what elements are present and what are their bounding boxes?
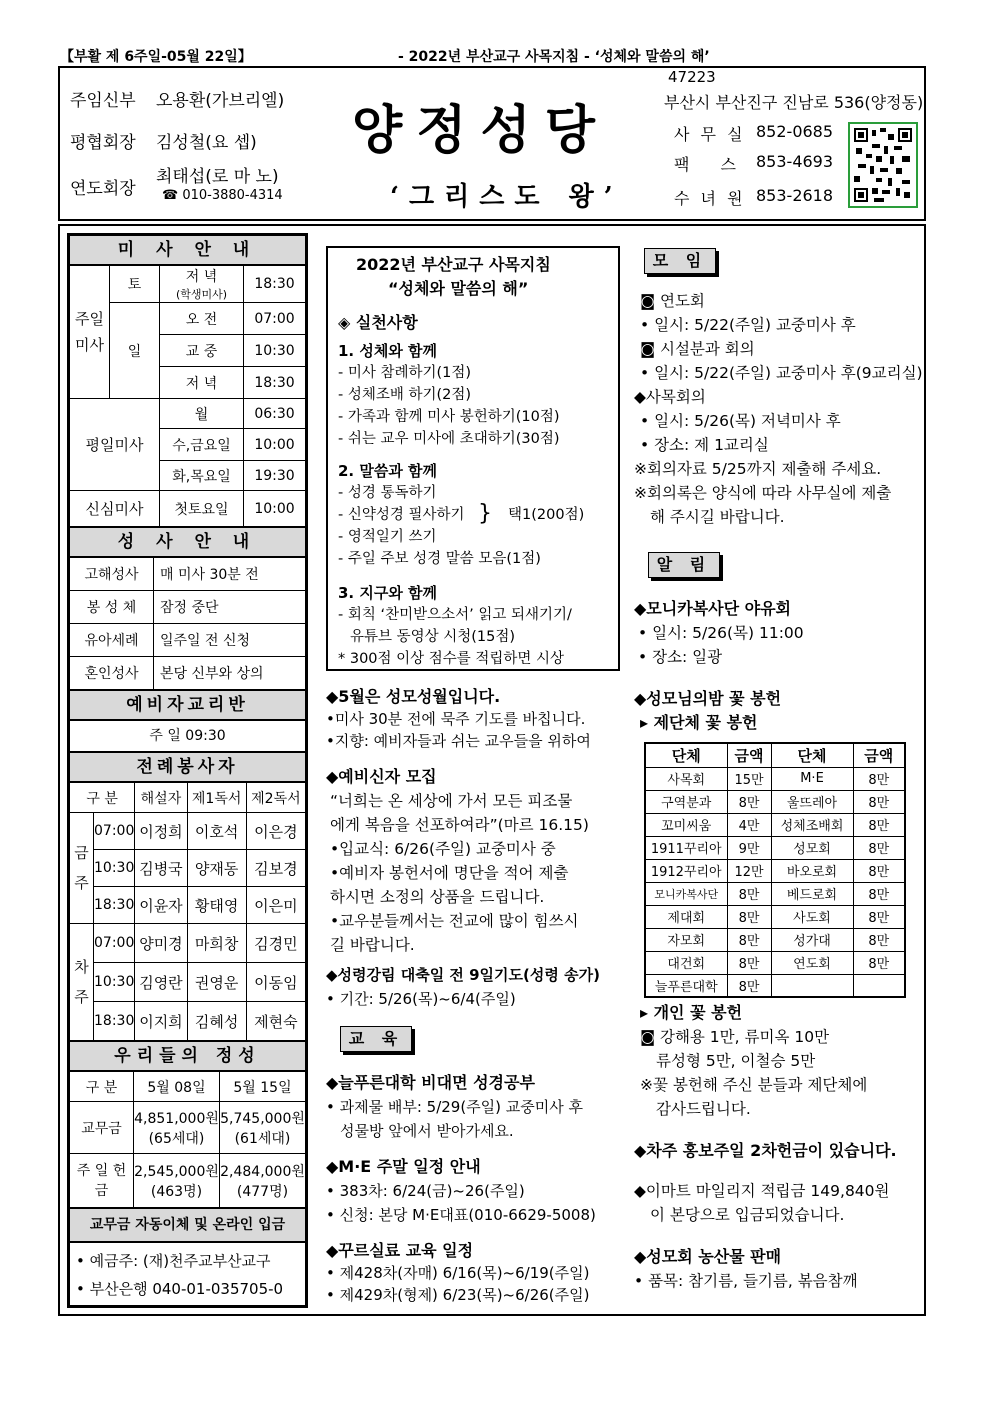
flower-table (644, 742, 906, 998)
account-holder: • 예금주: (재)천주교부산교구 (76, 1252, 271, 1270)
weekday-0-day: 월 (160, 399, 244, 429)
sacrament-2-info: 일주일 전 신청 (154, 624, 306, 657)
meeting-line: ※회의록은 양식에 따라 사무실에 제출 (634, 484, 892, 502)
bible-study-line: • 과제물 배부: 5/29(주일) 교중미사 후 (326, 1098, 584, 1116)
offering-col-1: 5월 08일 (134, 1072, 220, 1102)
table-row: 모니카복사단 8만 베드로회 8만 (645, 882, 905, 905)
section2-item: - 주일 주보 성경 말씀 모음(1점) (338, 551, 541, 567)
weekday-2-time: 19:30 (244, 461, 306, 491)
office-label: 사 무 실 (674, 125, 746, 144)
liturgy-3-time: 07:00 (94, 924, 135, 963)
section1-heading: 1. 성체와 함께 (338, 342, 438, 360)
personal-flower-line: 류성형 5만, 이철승 5만 (656, 1052, 816, 1070)
fax-number: 853-4693 (756, 152, 834, 171)
convent-label: 수 녀 원 (674, 189, 746, 208)
next-week-label: 차주 (70, 924, 94, 1041)
sun-evening-name: 저 녁 (160, 367, 244, 399)
cursillo-line: • 제429차(형제) 6/23(목)~6/26(주일) (326, 1286, 590, 1304)
emart-line: ◆이마트 마일리지 적립금 149,840원 (634, 1182, 890, 1200)
table-row: 1911꾸리아 9만 성모회 8만 (645, 836, 905, 859)
liturgy-2-c: 이은미 (246, 887, 305, 924)
council-name: 김성철(요 셉) (156, 133, 257, 153)
offering-col-0: 구 분 (70, 1072, 134, 1102)
first-sat-label: 신심미사 (70, 491, 160, 527)
liturgy-5-b: 김혜성 (187, 1002, 246, 1041)
meeting-line: ※회의자료 5/25까지 제출해 주세요. (634, 460, 882, 478)
meeting-line: • 일시: 5/22(주일) 교중미사 후(9교리실) (640, 364, 923, 382)
monica-line: • 장소: 일광 (638, 648, 723, 666)
catechumen-recruit-heading: ◆예비신자 모집 (326, 767, 437, 786)
offering-heading: 우리들의 정성 (69, 1041, 306, 1071)
liturgy-1-b: 양재동 (187, 850, 246, 887)
offering-1-b: 2,484,000원 (477명) (220, 1154, 306, 1208)
sun-evening-time: 18:30 (244, 367, 306, 399)
sun-morning-name: 오 전 (160, 303, 244, 335)
farm-heading: ◆성모회 농산물 판매 (634, 1247, 782, 1266)
personal-flower-line: ◙ 강해용 1만, 류미옥 10만 (640, 1028, 830, 1046)
pastoral-guide-box (326, 246, 620, 671)
liturgy-4-b: 권영운 (187, 963, 246, 1002)
liturgy-1-c: 김보경 (246, 850, 305, 887)
cursillo-line: • 제428차(자매) 6/16(목)~6/19(주일) (326, 1264, 590, 1282)
notice-tag: 알 림 (648, 552, 720, 578)
recruit-line: •예비자 봉헌서에 명단을 적어 제출 (330, 864, 569, 882)
sun-morning-time: 07:00 (244, 303, 306, 335)
may-line: •미사 30분 전에 묵주 기도를 바칩니다. (326, 710, 586, 728)
sacrament-1-name: 봉 성 체 (70, 591, 154, 624)
recruit-line: •교우분들께서는 전교에 많이 힘쓰시 (330, 912, 579, 930)
guide-subtitle: “성체와 말씀의 해” (388, 279, 529, 298)
meeting-line: • 장소: 제 1교리실 (640, 436, 769, 454)
mass-heading: 미 사 안 내 (69, 235, 306, 265)
sunday-label: 주일미사 (70, 266, 110, 399)
section2-choice: 택1(200점) (508, 507, 585, 523)
diocese-theme: - 2022년 부산교구 사목지침 - ‘성체와 말씀의 해’ (398, 49, 710, 65)
bible-study-line: 성물방 앞에서 받아가세요. (340, 1122, 514, 1140)
personal-flower-line: ※꽃 봉헌해 주신 분들과 제단체에 (640, 1076, 868, 1094)
sacrament-3-info: 본당 신부와 상의 (154, 657, 306, 690)
liturgy-2-time: 18:30 (94, 887, 135, 924)
pentecost-heading: ◆성령강림 대축일 전 9일기도(성령 송가) (326, 966, 600, 984)
may-line: •지향: 예비자들과 쉬는 교우들을 위하여 (326, 732, 591, 750)
liturgy-2-a: 이윤자 (135, 887, 187, 924)
section3-item: 유튜브 동영상 시청(15점) (350, 629, 516, 645)
weekday-label: 평일미사 (70, 399, 160, 491)
weekday-1-time: 10:00 (244, 429, 306, 461)
section1-item: - 쉬는 교우 미사에 초대하기(30점) (338, 431, 560, 447)
liturgy-0-time: 07:00 (94, 813, 135, 850)
liturgy-5-c: 제현숙 (246, 1002, 305, 1041)
first-sat-day: 첫토요일 (160, 491, 244, 527)
table-row: 제대회 8만 사도회 8만 (645, 905, 905, 928)
recruit-line: 길 바랍니다. (330, 936, 415, 954)
liturgy-1-a: 김병국 (135, 850, 187, 887)
sat-mass-time: 18:30 (244, 266, 306, 303)
address: 부산시 부산진구 진남로 536(양정동) (664, 93, 924, 112)
postcode: 47223 (668, 68, 716, 86)
meeting-line: ◙ 시설분과 회의 (640, 340, 755, 358)
cursillo-heading: ◆꾸르실료 교육 일정 (326, 1241, 474, 1260)
pastor-name: 오용환(가브리엘) (156, 91, 285, 111)
farm-line: • 품목: 참기름, 들기름, 볶음참깨 (634, 1272, 858, 1290)
pentecost-line: • 기간: 5/26(목)~6/4(주일) (326, 990, 516, 1008)
section2-heading: 2. 말씀과 함께 (338, 462, 438, 480)
liturgy-4-c: 이동임 (246, 963, 305, 1002)
section1-item: - 가족과 함께 미사 봉헌하기(10점) (338, 409, 560, 425)
section1-item: - 미사 참례하기(1점) (338, 365, 472, 381)
transfer-heading: 교무금 자동이체 및 온라인 입금 (69, 1208, 306, 1242)
weekday-1-day: 수,금요일 (160, 429, 244, 461)
meeting-tag: 모 임 (644, 248, 716, 274)
sunday-day-label: 일 (110, 303, 160, 399)
section2-item: - 신약성경 필사하기 (338, 507, 465, 523)
fax-label: 팩 스 (674, 155, 736, 174)
table-row: 자모회 8만 성가대 8만 (645, 928, 905, 951)
flower-col-3: 금액 (853, 743, 905, 767)
sacrament-heading: 성 사 안 내 (69, 527, 306, 557)
issue-date: 【부활 제 6주일-05월 22일】 (60, 49, 252, 65)
liturgy-col-3: 제2독서 (246, 783, 305, 813)
sun-main-name: 교 중 (160, 335, 244, 367)
recruit-line: 하시면 소정의 상품을 드립니다. (330, 888, 545, 906)
liturgy-5-time: 18:30 (94, 1002, 135, 1041)
emart-line: 이 본당으로 입금되었습니다. (650, 1206, 845, 1224)
meeting-line: • 일시: 5/26(목) 저녁미사 후 (640, 412, 841, 430)
office-number: 852-0685 (756, 122, 834, 141)
offering-table (69, 1071, 306, 1208)
saturday-label: 토 (110, 266, 160, 303)
liturgy-1-time: 10:30 (94, 850, 135, 887)
qr-code-icon[interactable] (848, 122, 918, 208)
brace-icon: } (478, 501, 492, 526)
section3-item: - 회칙 ‘찬미받으소서’ 읽고 되새기기/ (338, 607, 572, 623)
offering-0-a: 4,851,000원 (65세대) (134, 1102, 220, 1154)
liturgy-col-2: 제1독서 (187, 783, 246, 813)
personal-flower-heading: ▸ 개인 꽃 봉헌 (640, 1003, 743, 1022)
pastor-role: 주임신부 (70, 91, 136, 111)
liturgy-0-a: 이정희 (135, 813, 187, 850)
sat-mass-name: 저 녁 (학생미사) (160, 266, 244, 303)
table-row: 꼬미씨움 4만 성체조배회 8만 (645, 813, 905, 836)
section2-item: - 영적일기 쓰기 (338, 529, 437, 545)
liturgy-table (69, 782, 306, 1041)
offering-0-b: 5,745,000원 (61세대) (220, 1102, 306, 1154)
header (58, 66, 926, 221)
parish-title: 양정성당 (352, 100, 609, 161)
funeral-phone: ☎ 010-3880-4314 (162, 188, 283, 203)
liturgy-4-time: 10:30 (94, 963, 135, 1002)
council-role: 평협회장 (70, 133, 136, 153)
liturgy-2-b: 황태영 (187, 887, 246, 924)
recruit-line: “너희는 온 세상에 가서 모든 피조물 (330, 792, 573, 810)
flower-col-2: 단체 (771, 743, 853, 767)
parish-patron: ‘그리스도 왕’ (390, 182, 623, 212)
offering-1-name: 주 일 헌 금 (70, 1154, 134, 1208)
me-heading: ◆M·E 주말 일정 안내 (326, 1157, 481, 1176)
catechumen-time: 주 일 09:30 (69, 720, 306, 752)
main-body (58, 224, 926, 1316)
first-sat-time: 10:00 (244, 491, 306, 527)
recruit-line: 에게 복음을 선포하여라”(마르 16.15) (330, 816, 589, 834)
funeral-name: 최태섭(로 마 노) (156, 167, 279, 187)
flower-col-1: 금액 (727, 743, 771, 767)
section2-item: - 성경 통독하기 (338, 485, 437, 501)
practice-heading: ◈ 실천사항 (338, 313, 418, 332)
weekday-2-day: 화,목요일 (160, 461, 244, 491)
liturgy-5-a: 이지희 (135, 1002, 187, 1041)
liturgy-0-c: 이은경 (246, 813, 305, 850)
offering-0-name: 교무금 (70, 1102, 134, 1154)
table-row: 늘푸른대학 8만 (645, 974, 905, 997)
flower-col-0: 단체 (645, 743, 727, 767)
left-column (67, 233, 308, 1308)
meeting-line: ◙ 연도회 (640, 292, 705, 310)
table-row: 사목회 15만 M·E 8만 (645, 767, 905, 790)
recruit-line: •입교식: 6/26(주일) 교중미사 중 (330, 840, 556, 858)
table-row: 구역분과 8만 울뜨레아 8만 (645, 790, 905, 813)
liturgy-3-a: 양미경 (135, 924, 187, 963)
meeting-line: • 일시: 5/22(주일) 교중미사 후 (640, 316, 856, 334)
liturgy-heading: 전례봉사자 (69, 752, 306, 782)
liturgy-4-a: 김영란 (135, 963, 187, 1002)
promotion-sunday-heading: ◆차주 홍보주일 2차헌금이 있습니다. (634, 1141, 897, 1160)
offering-col-2: 5월 15일 (220, 1072, 306, 1102)
guide-title: 2022년 부산교구 사목지침 (356, 255, 551, 274)
may-heading: ◆5월은 성모성월입니다. (326, 687, 501, 706)
section3-note: * 300점 이상 점수를 적립하면 시상 (338, 651, 565, 667)
meeting-line: 해 주시길 바랍니다. (650, 508, 785, 526)
table-row: 1912꾸리아 12만 바오로회 8만 (645, 859, 905, 882)
me-line: • 383차: 6/24(금)~26(주일) (326, 1182, 525, 1200)
monica-line: • 일시: 5/26(목) 11:00 (638, 624, 804, 642)
liturgy-3-c: 김경민 (246, 924, 305, 963)
liturgy-col-1: 해설자 (135, 783, 187, 813)
liturgy-3-b: 마희창 (187, 924, 246, 963)
sacrament-1-info: 잠정 중단 (154, 591, 306, 624)
sacrament-3-name: 혼인성사 (70, 657, 154, 690)
mass-table (69, 265, 306, 527)
weekday-0-time: 06:30 (244, 399, 306, 429)
liturgy-col-0: 구 분 (70, 783, 135, 813)
catechumen-heading: 예비자교리반 (69, 690, 306, 720)
bible-study-heading: ◆늘푸른대학 비대면 성경공부 (326, 1073, 535, 1092)
section3-heading: 3. 지구와 함께 (338, 584, 438, 602)
meeting-line: ◆사목회의 (634, 388, 706, 406)
sacrament-table (69, 557, 306, 690)
table-row: 대건회 8만 연도회 8만 (645, 951, 905, 974)
personal-flower-line: 감사드립니다. (656, 1100, 751, 1118)
group-flower-heading: ▸ 제단체 꽃 봉헌 (640, 713, 758, 732)
education-tag: 교 육 (340, 1026, 412, 1052)
flower-heading: ◆성모님의밤 꽃 봉헌 (634, 689, 782, 708)
this-week-label: 금주 (70, 813, 94, 924)
offering-1-a: 2,545,000원 (463명) (134, 1154, 220, 1208)
account-number[interactable]: • 부산은행 040-01-035705-0 (76, 1280, 284, 1298)
sacrament-0-name: 고해성사 (70, 558, 154, 591)
sacrament-2-name: 유아세례 (70, 624, 154, 657)
section1-item: - 성체조배 하기(2점) (338, 387, 472, 403)
convent-number: 853-2618 (756, 186, 834, 205)
sacrament-0-info: 매 미사 30분 전 (154, 558, 306, 591)
me-line: • 신청: 본당 M·E대표(010-6629-5008) (326, 1206, 596, 1224)
sun-main-time: 10:30 (244, 335, 306, 367)
monica-heading: ◆모니카복사단 야유회 (634, 599, 791, 618)
funeral-role: 연도회장 (70, 179, 136, 199)
liturgy-0-b: 이호석 (187, 813, 246, 850)
